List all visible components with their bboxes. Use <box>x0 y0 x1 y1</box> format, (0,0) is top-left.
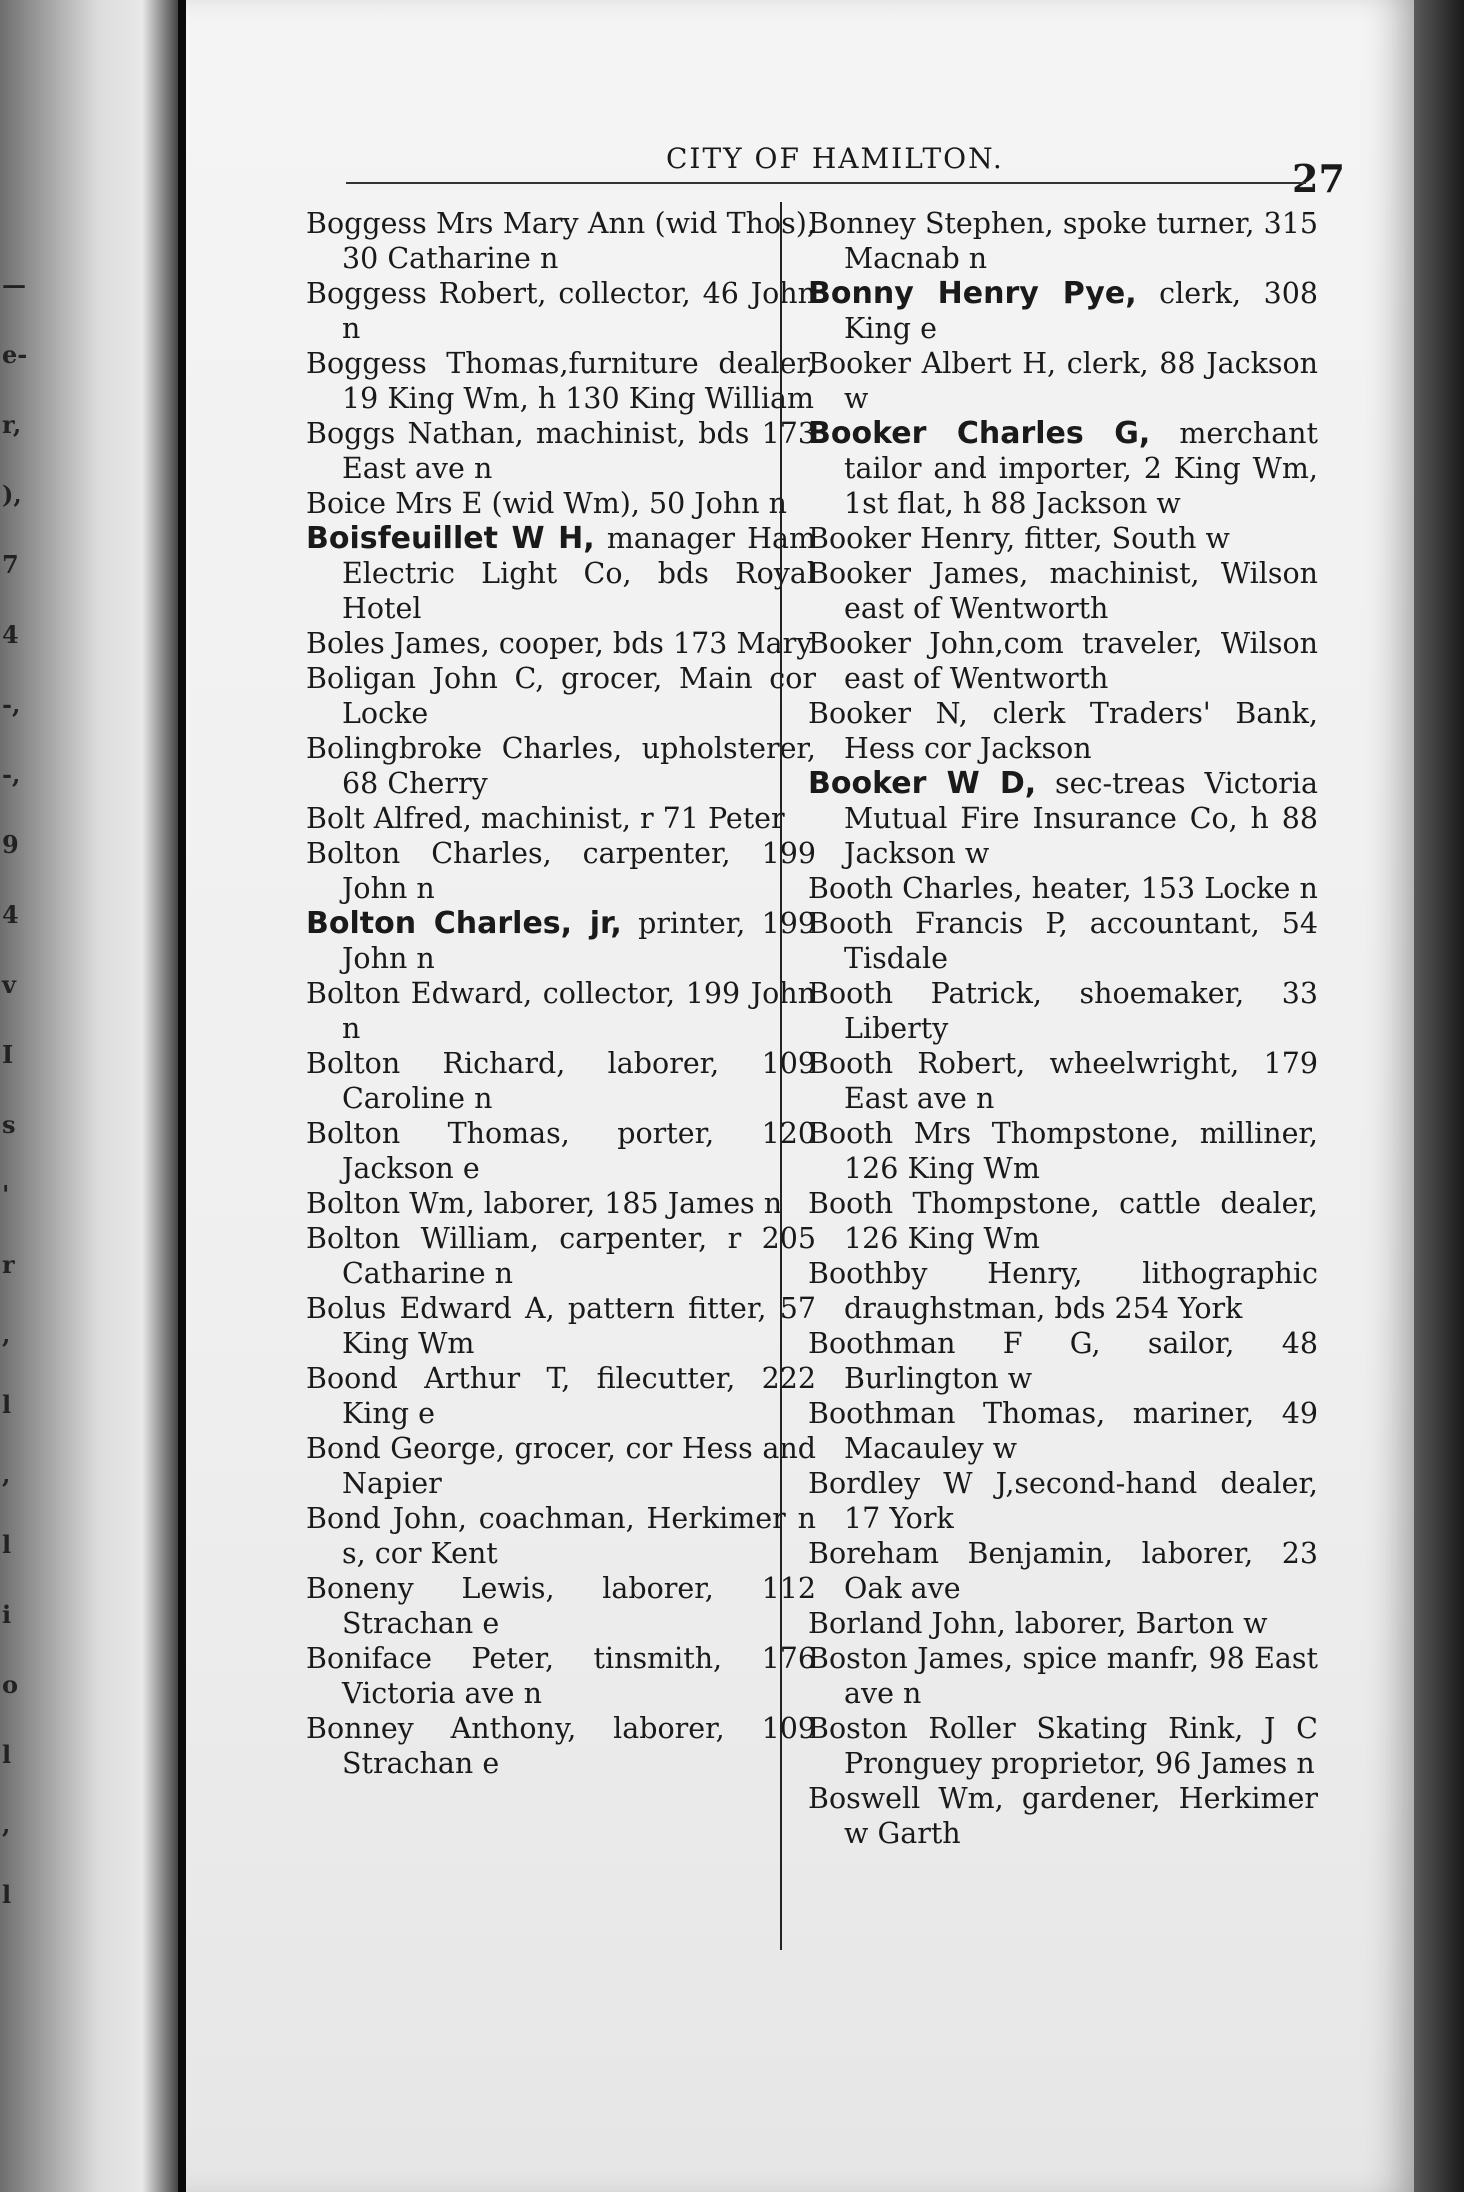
entry-details: , sailor, 48 Burlington w <box>844 1327 1318 1395</box>
entry-details: , grocer, Main cor Locke <box>342 662 816 730</box>
entry-name: Boggess Robert <box>306 277 538 310</box>
entry-details: , carpenter, r 205 Catharine n <box>342 1222 816 1290</box>
entry-details: , collector, 199 John n <box>342 977 816 1045</box>
directory-entry <box>306 206 816 276</box>
entry-name: Boothby Henry <box>808 1257 1074 1290</box>
entry-details: , porter, 120 Jackson e <box>342 1117 816 1185</box>
entry-name: Bolton Thomas <box>306 1117 561 1150</box>
directory-entry <box>808 346 1318 416</box>
entry-details: , cattle dealer, 126 King Wm <box>844 1187 1318 1255</box>
entry-details: , spice manfr, 98 East ave n <box>844 1642 1318 1710</box>
entry-details: , machinist, r 71 Peter <box>462 802 785 835</box>
directory-entry <box>808 1326 1318 1396</box>
entry-name: Booker Charles G, <box>808 416 1151 451</box>
entry-details: , laborer, 185 James n <box>465 1187 783 1220</box>
entry-details: , clerk Traders' Bank, Hess cor Jackson <box>844 697 1318 765</box>
entry-details: , collector, 46 John n <box>342 277 817 345</box>
directory-entry <box>808 766 1318 871</box>
entry-name: Bonney Stephen <box>808 207 1045 240</box>
facing-page-edge <box>0 0 178 2192</box>
entry-name: Boles James <box>306 627 481 660</box>
entry-details: , laborer, 112 Strachan e <box>342 1572 816 1640</box>
margin-mark: ), <box>2 480 22 509</box>
entry-name: Booth Francis P <box>808 907 1059 940</box>
directory-entry <box>306 801 816 836</box>
directory-entry <box>808 1046 1318 1116</box>
directory-entry <box>306 276 816 346</box>
margin-mark: , <box>2 1460 11 1489</box>
book-binding-edge <box>1414 0 1464 2192</box>
entry-name: Boniface Peter <box>306 1642 546 1675</box>
entry-details: , milliner, 126 King Wm <box>844 1117 1318 1185</box>
entry-name: Boligan John C <box>306 662 536 695</box>
entry-details: , cooper, bds 173 Mary <box>480 627 813 660</box>
directory-entry <box>808 976 1318 1046</box>
right-column <box>808 206 1318 1851</box>
entry-details: , clerk, 88 Jackson w <box>844 347 1318 415</box>
directory-entry <box>808 1536 1318 1606</box>
directory-entry <box>808 626 1318 696</box>
entry-name: Bolton Richard <box>306 1047 557 1080</box>
entry-name: Bolingbroke Charles <box>306 732 614 765</box>
directory-entry <box>306 1431 816 1501</box>
directory-entry <box>808 1606 1318 1641</box>
entry-name: Bolus Edward A <box>306 1292 546 1325</box>
entry-details: , laborer, 23 Oak ave <box>844 1537 1318 1605</box>
left-column <box>306 206 816 1781</box>
entry-name: Bolton William <box>306 1222 530 1255</box>
entry-name: Booth Mrs Thompstone <box>808 1117 1171 1150</box>
directory-entry <box>306 1501 816 1571</box>
directory-entry <box>306 1221 816 1291</box>
directory-entry <box>808 1256 1318 1326</box>
directory-entry <box>808 1781 1318 1851</box>
directory-entry <box>306 1711 816 1781</box>
entry-name: Boston James <box>808 1642 1005 1675</box>
entry-name: Boothman Thomas <box>808 1397 1097 1430</box>
directory-entry <box>306 1571 816 1641</box>
margin-mark: -, <box>2 690 21 719</box>
entry-name: Boothman F G <box>808 1327 1092 1360</box>
directory-entry <box>306 626 816 661</box>
entry-details: , carpenter, 199 John n <box>342 837 816 905</box>
margin-mark: — <box>2 270 26 299</box>
entry-name: Booth Thompstone <box>808 1187 1091 1220</box>
entry-details: , spoke turner, 315 Macnab n <box>844 207 1318 275</box>
entry-name: Bond George <box>306 1432 496 1465</box>
directory-entry <box>306 1116 816 1186</box>
entry-details: sec-treas Victoria Mutual Fire Insurance Co, h 88 Jackson w <box>844 767 1319 870</box>
margin-mark: 4 <box>2 900 19 929</box>
header-rule <box>346 182 1306 184</box>
entry-name: Bonny Henry Pye, <box>808 276 1137 311</box>
margin-mark: l <box>2 1530 12 1559</box>
entry-name: Bolton Edward <box>306 977 524 1010</box>
entry-name: Boggess Mrs Mary Ann <box>306 207 646 240</box>
entry-details: , heater, 153 Locke n <box>1013 872 1318 905</box>
margin-mark: 7 <box>2 550 19 579</box>
entry-details: ,com traveler, Wilson east of Wentworth <box>844 627 1318 695</box>
margin-mark: v <box>2 970 16 999</box>
margin-mark: 4 <box>2 620 19 649</box>
entry-details: ,second-hand dealer, 17 York <box>844 1467 1318 1535</box>
directory-entry <box>808 1466 1318 1536</box>
page-number: 27 <box>1292 156 1345 201</box>
entry-details: , accountant, 54 Tisdale <box>844 907 1318 975</box>
directory-entry <box>808 696 1318 766</box>
margin-mark: ' <box>2 1180 10 1209</box>
entry-name: Booker James <box>808 557 1020 590</box>
directory-page <box>186 0 1414 2192</box>
directory-entry <box>808 206 1318 276</box>
entry-name: Boneny Lewis <box>306 1572 546 1605</box>
column-divider <box>780 202 782 1950</box>
entry-name: Booker John <box>808 627 995 660</box>
entry-details: (wid Thos), 30 Catharine n <box>342 207 816 275</box>
running-title: CITY OF HAMILTON. <box>666 142 1004 175</box>
entry-name: Booker N <box>808 697 959 730</box>
directory-entry <box>306 416 816 486</box>
margin-mark: , <box>2 1810 11 1839</box>
margin-mark: o <box>2 1670 19 1699</box>
page-header <box>186 138 1414 201</box>
directory-entry <box>808 521 1318 556</box>
margin-mark: I <box>2 1040 14 1069</box>
entry-details: , upholsterer, 68 Cherry <box>342 732 816 800</box>
margin-mark: e- <box>2 340 28 369</box>
entry-name: Booker W D, <box>808 766 1037 801</box>
entry-details: , gardener, Herkimer w Garth <box>844 1782 1318 1850</box>
entry-name: Boston Roller Skating Rink <box>808 1712 1235 1745</box>
entry-details: merchant tailor and importer, 2 King Wm, 1st flat, h 88 Jackson w <box>844 417 1318 520</box>
margin-mark: s <box>2 1110 16 1139</box>
directory-entry <box>306 346 816 416</box>
entry-details: , J C Pronguey proprietor, 96 James n <box>844 1712 1318 1780</box>
directory-entry <box>306 836 816 906</box>
margin-mark: l <box>2 1880 12 1909</box>
directory-entry <box>808 1186 1318 1256</box>
entry-name: Bolt Alfred <box>306 802 463 835</box>
entry-name: Booth Patrick <box>808 977 1033 1010</box>
entry-details: , fitter, South w <box>1006 522 1230 555</box>
directory-entry <box>808 1711 1318 1781</box>
directory-entry <box>808 416 1318 521</box>
entry-name: Borland John <box>808 1607 997 1640</box>
directory-entry <box>808 906 1318 976</box>
entry-details: clerk, 308 King e <box>844 277 1318 345</box>
entry-details: , tinsmith, 176 Victoria ave n <box>342 1642 817 1710</box>
directory-entry <box>808 1116 1318 1186</box>
facing-page-margin-marks <box>0 0 30 2192</box>
entry-name: Boggess Thomas <box>306 347 560 380</box>
directory-entry <box>808 871 1318 906</box>
directory-entry <box>306 486 816 521</box>
entry-name: Bordley W J <box>808 1467 1006 1500</box>
directory-entry <box>306 1186 816 1221</box>
entry-details: printer, 199 John n <box>342 907 816 975</box>
directory-entry <box>306 521 816 626</box>
entry-name: Boice Mrs E <box>306 487 483 520</box>
margin-mark: , <box>2 1320 11 1349</box>
entry-details: , wheelwright, 179 East ave n <box>844 1047 1319 1115</box>
entry-details: (wid Wm), 50 John n <box>482 487 787 520</box>
entry-name: Bonney Anthony <box>306 1712 568 1745</box>
entry-name: Boswell Wm <box>808 1782 995 1815</box>
margin-mark: r <box>2 1250 15 1279</box>
entry-details: , filecutter, 222 King e <box>342 1362 816 1430</box>
entry-name: Boggs Nathan <box>306 417 515 450</box>
directory-entry <box>306 1046 816 1116</box>
entry-details: , laborer, 109 Caroline n <box>342 1047 816 1115</box>
entry-name: Boond Arthur T <box>306 1362 562 1395</box>
margin-mark: r, <box>2 410 22 439</box>
entry-name: Boreham Benjamin <box>808 1537 1105 1570</box>
entry-name: Bond John <box>306 1502 458 1535</box>
entry-details: , mariner, 49 Macauley w <box>844 1397 1318 1465</box>
entry-name: Booth Charles <box>808 872 1014 905</box>
entry-details: ,furniture dealer, 19 King Wm, h 130 King William <box>342 347 816 415</box>
directory-entry <box>306 731 816 801</box>
entry-name: Bolton Charles, jr, <box>306 906 622 941</box>
entry-name: Booker Albert H <box>808 347 1048 380</box>
directory-entry <box>808 276 1318 346</box>
margin-mark: l <box>2 1740 12 1769</box>
entry-details: , coachman, Herkimer n s, cor Kent <box>342 1502 816 1570</box>
entry-details: , laborer, 109 Strachan e <box>342 1712 816 1780</box>
entry-details: , lithographic draughstman, bds 254 York <box>844 1257 1318 1325</box>
entry-details: , machinist, bds 173 East ave n <box>342 417 817 485</box>
margin-mark: i <box>2 1600 12 1629</box>
directory-entry <box>306 1361 816 1431</box>
entry-details: , shoemaker, 33 Liberty <box>844 977 1318 1045</box>
margin-mark: l <box>2 1390 12 1419</box>
directory-entry <box>306 976 816 1046</box>
entry-name: Bolton Charles <box>306 837 543 870</box>
entry-details: , grocer, cor Hess and Napier <box>342 1432 816 1500</box>
entry-name: Boisfeuillet W H, <box>306 521 595 556</box>
directory-entry <box>306 1291 816 1361</box>
margin-mark: -, <box>2 760 21 789</box>
directory-entry <box>306 1641 816 1711</box>
margin-mark: 9 <box>2 830 19 859</box>
entry-name: Bolton Wm <box>306 1187 466 1220</box>
directory-entry <box>808 556 1318 626</box>
entry-details: manager Ham Electric Light Co, bds Royal Hotel <box>342 522 816 625</box>
entry-details: , laborer, Barton w <box>996 1607 1268 1640</box>
entry-details: , machinist, Wilson east of Wentworth <box>844 557 1319 625</box>
directory-entry <box>306 906 816 976</box>
entry-details: , pattern fitter, 57 King Wm <box>342 1292 816 1360</box>
directory-entry <box>306 661 816 731</box>
entry-name: Booth Robert <box>808 1047 1017 1080</box>
directory-entry <box>808 1641 1318 1711</box>
entry-name: Booker Henry <box>808 522 1007 555</box>
directory-entry <box>808 1396 1318 1466</box>
